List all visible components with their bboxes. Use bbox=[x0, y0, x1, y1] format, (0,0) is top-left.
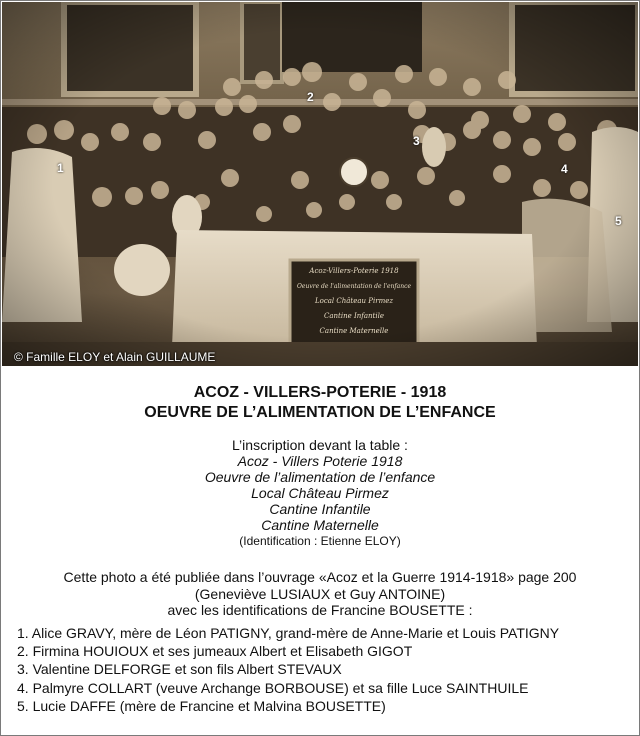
person-marker-3: 3 bbox=[413, 134, 420, 148]
person-marker-5: 5 bbox=[615, 214, 622, 228]
sign-line: Acoz-Villers-Poterie 1918 bbox=[309, 267, 399, 275]
identification-item: 3. Valentine DELFORGE et son fils Albert STEVAUX bbox=[17, 661, 342, 678]
photo-copyright: © Famille ELOY et Alain GUILLAUME bbox=[14, 350, 216, 364]
group-photo bbox=[2, 2, 638, 366]
caption-title bbox=[0, 383, 640, 423]
publication-line-1: Cette photo a été publiée dans l’ouvrage «Acoz et la Guerre 1914-1918» page 200 bbox=[63, 569, 577, 585]
inscription-line: Local Château Pirmez bbox=[251, 485, 389, 501]
inscription-heading: L’inscription devant la table : bbox=[232, 437, 408, 453]
title-line-2: OEUVRE DE L’ALIMENTATION DE L’ENFANCE bbox=[144, 404, 496, 421]
identification-item: 5. Lucie DAFFE (mère de Francine et Malvina BOUSETTE) bbox=[17, 697, 386, 714]
person-marker-4: 4 bbox=[561, 162, 568, 176]
identification-item: 2. Firmina HOUIOUX et ses jumeaux Albert et Elisabeth GIGOT bbox=[17, 643, 413, 660]
inscription-line: Cantine Infantile bbox=[269, 501, 371, 517]
identification-credit: (Identification : Etienne ELOY) bbox=[239, 534, 401, 548]
publication-block bbox=[0, 569, 640, 619]
identification-list bbox=[17, 624, 637, 715]
identification-item: 1. Alice GRAVY, mère de Léon PATIGNY, grand-mère de Anne-Marie et Louis PATIGNY bbox=[17, 625, 560, 641]
sign-line: Local Château Pirmez bbox=[314, 297, 394, 305]
inscription-block bbox=[0, 437, 640, 550]
inscription-line: Oeuvre de l’alimentation de l’enfance bbox=[204, 469, 436, 485]
publication-line-2: (Geneviève LUSIAUX et Guy ANTOINE) bbox=[194, 585, 446, 602]
sign-line: Cantine Maternelle bbox=[319, 327, 389, 335]
publication-line-3: avec les identifications de Francine BOUSETTE : bbox=[167, 602, 473, 618]
person-marker-1: 1 bbox=[57, 161, 64, 175]
identification-item: 4. Palmyre COLLART (veuve Archange BORBOUSE) et sa fille Luce SAINTHUILE bbox=[17, 679, 529, 696]
inscription-line: Acoz - Villers Poterie 1918 bbox=[237, 453, 403, 469]
sign-line: Cantine Infantile bbox=[324, 312, 384, 320]
inscription-line: Cantine Maternelle bbox=[261, 517, 379, 533]
sign-board-text bbox=[294, 264, 414, 352]
person-marker-2: 2 bbox=[307, 90, 314, 104]
sign-line: Oeuvre de l'alimentation de l'enfance bbox=[297, 283, 411, 290]
title-line-1: ACOZ - VILLERS-POTERIE - 1918 bbox=[193, 384, 447, 401]
